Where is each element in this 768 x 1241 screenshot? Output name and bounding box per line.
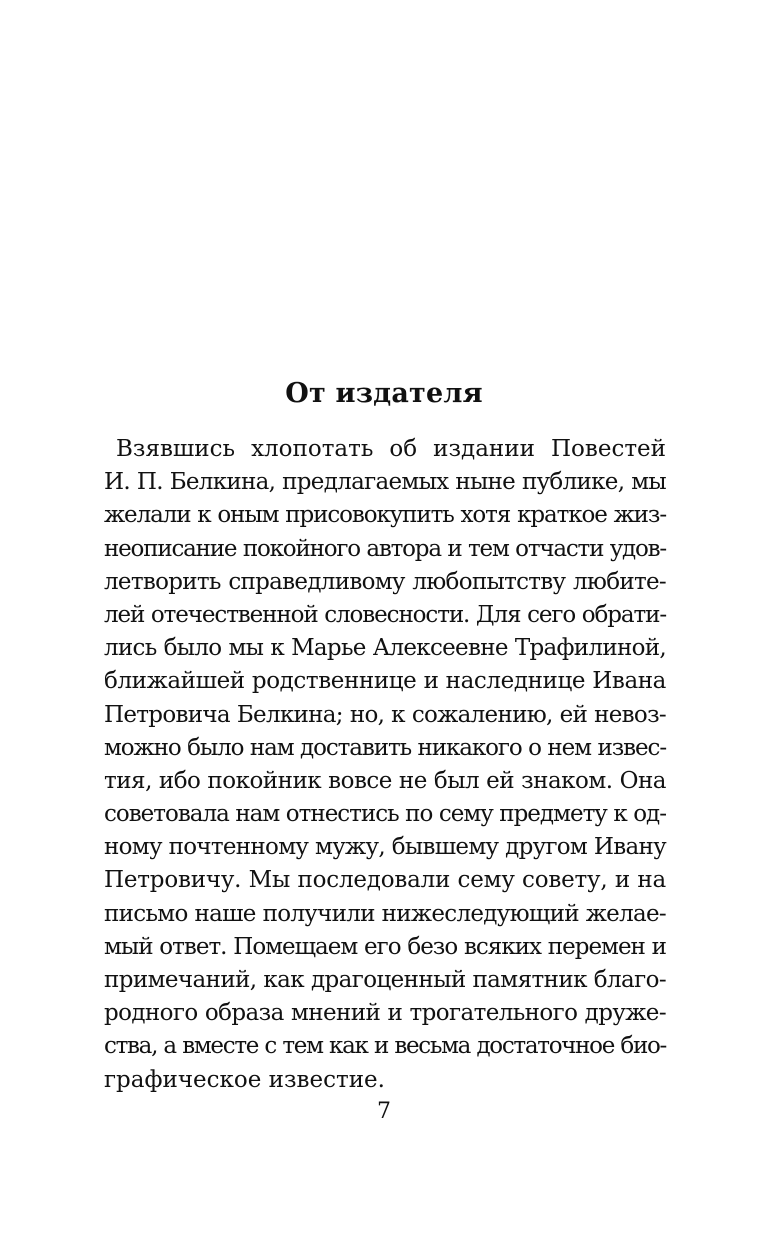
text-line: можно было нам доставить никакого о нем извес- [104,734,666,761]
text-line: примечаний, как драгоценный памятник благо- [104,967,666,993]
text-line: Петровичу. Мы последовали сему совету, и на [104,867,666,894]
text-line: письмо наше получили нижеследующий желае- [104,900,666,927]
body-paragraph [104,433,666,1097]
text-line: тия, ибо покойник вовсе не был ей знаком. Она [104,767,666,794]
text-line: Петровича Белкина; но, к сожалению, ей невоз- [104,701,666,728]
text-line: неописание покойного автора и тем отчасти удов- [104,535,666,562]
text-line: И. П. Белкина, предлагаемых ныне публике, мы [104,469,666,496]
text-line: летворить справедливому любопытству любите- [104,568,666,595]
text-line: желали к оным присовокупить хотя краткое жиз- [104,502,666,529]
text-line: лей отечественной словесности. Для сего обрати- [104,601,666,628]
text-line: лись было мы к Марье Алексеевне Трафилиной, [104,635,666,662]
text-line: ства, а вместе с тем как и весьма достаточное био- [104,1033,666,1060]
text-line: Взявшись хлопотать об издании Повестей [116,436,666,462]
text-line: мый ответ. Помещаем его безо всяких перемен и [104,933,666,960]
text-line: родного образа мнений и трогательного друже- [104,1000,666,1027]
text-line: ближайшей родственнице и наследнице Ивана [104,668,666,695]
page-number: 7 [377,1099,391,1124]
text-line: ному почтенному мужу, бывшему другом Ивану [104,834,666,861]
text-line: советовала нам отнестись по сему предмету к од- [104,801,666,828]
chapter-title: От издателя [285,378,483,409]
text-line: графическое известие. [104,1066,385,1093]
